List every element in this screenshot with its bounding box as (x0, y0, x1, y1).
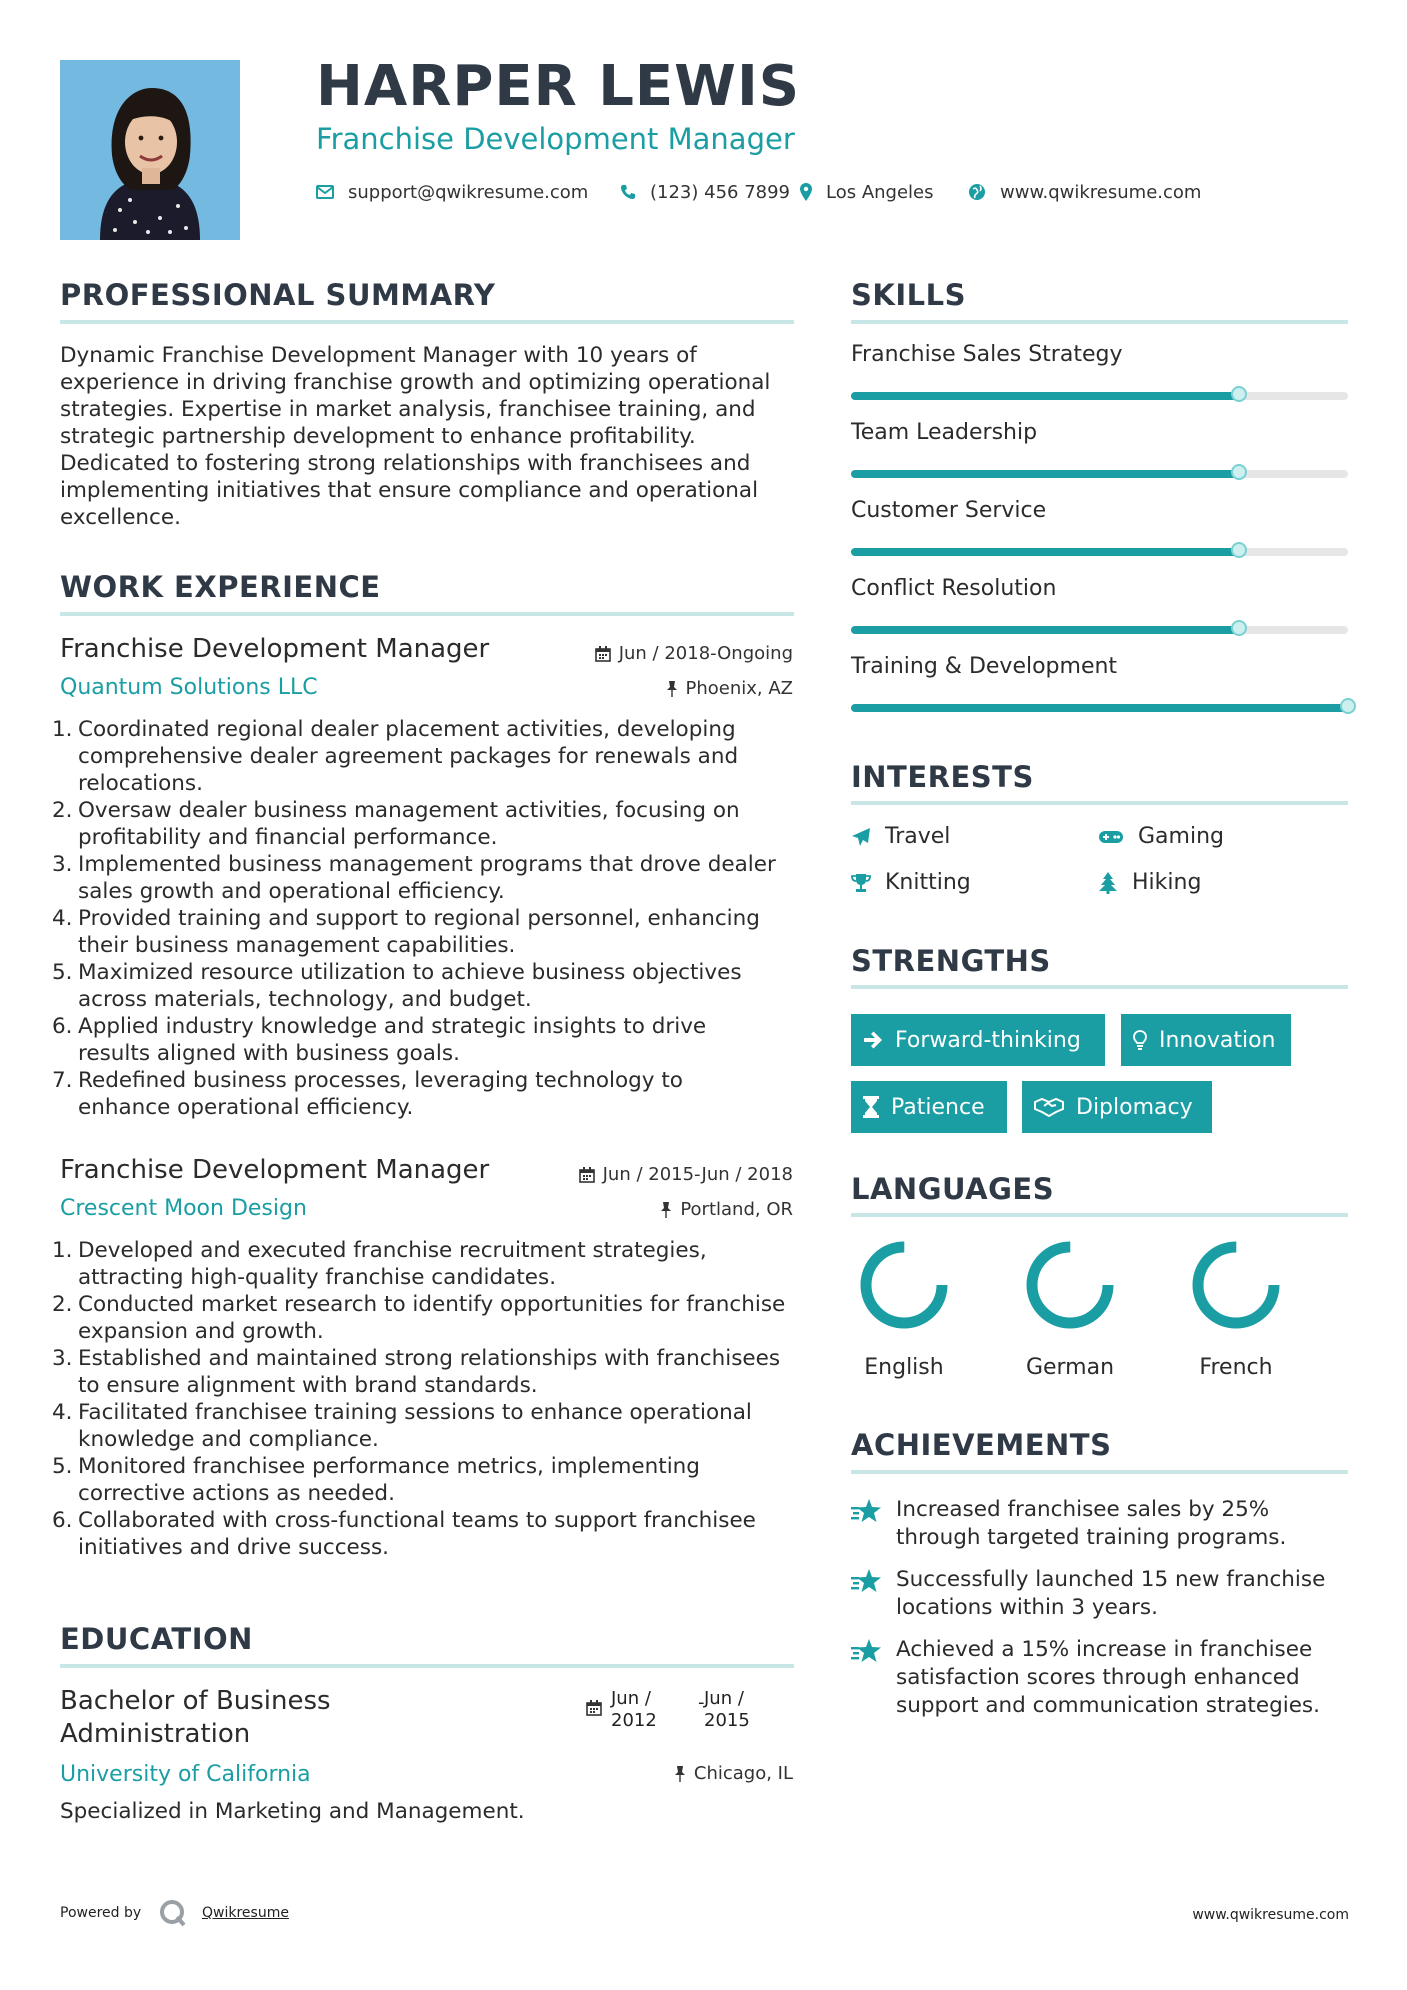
edu-location (674, 1763, 793, 1784)
summary-heading: PROFESSIONAL SUMMARY (60, 278, 496, 312)
skills-heading: SKILLS (851, 278, 966, 312)
strength-label: Patience (891, 1094, 985, 1120)
contact-location (800, 180, 934, 204)
edu-end-year: 2015 (704, 1710, 750, 1731)
job-location (666, 678, 794, 699)
star-award-icon (851, 1638, 883, 1664)
edu-date-separator: - (698, 1692, 705, 1713)
language-label: German (1025, 1355, 1115, 1380)
list-item: 7. Redefined business processes, leveraging technology to enhance operational efficiency. (52, 1068, 683, 1120)
star-award-icon (851, 1498, 883, 1524)
skill-level-knob (1340, 698, 1356, 714)
job-dates (595, 643, 793, 664)
strengths-divider (851, 985, 1348, 989)
powered-by-label: Powered by (60, 1905, 142, 1921)
skill-level-fill (851, 392, 1239, 400)
education-heading: EDUCATION (60, 1622, 253, 1656)
strength-label: Forward-thinking (895, 1027, 1081, 1053)
language-proficiency-ring (854, 1235, 954, 1335)
job-bullets (52, 1237, 790, 1561)
interest-hiking (1098, 870, 1201, 895)
trophy-icon (851, 873, 871, 893)
job-location-text: Portland, OR (680, 1199, 793, 1220)
interest-label: Travel (885, 824, 951, 849)
skill-label: Customer Service (851, 498, 1047, 523)
email-text: support@qwikresume.com (348, 181, 589, 203)
job-dates-text: Jun / 2015-Jun / 2018 (602, 1164, 793, 1185)
contact-email[interactable] (316, 180, 588, 204)
phone-icon (620, 184, 636, 200)
strength-forward-thinking (851, 1014, 1105, 1066)
skill-label: Franchise Sales Strategy (851, 342, 1123, 367)
lightbulb-icon (1133, 1030, 1147, 1050)
achievement-text: Achieved a 15% increase in franchisee satisfaction scores through enhanced support and communication strategies. (896, 1637, 1320, 1718)
job-location (660, 1199, 793, 1220)
list-item: 1. Coordinated regional dealer placement activities, developing comprehensive dealer agreement packages for renewals and relocations. (52, 717, 739, 796)
education-note: Specialized in Marketing and Management. (60, 1799, 525, 1824)
interest-label: Knitting (885, 870, 971, 895)
list-item: 2. Conducted market research to identify opportunities for franchise expansion and growth. (52, 1292, 786, 1344)
language-label: English (864, 1355, 944, 1380)
language-proficiency-ring (1020, 1235, 1120, 1335)
list-item: 5. Monitored franchisee performance metrics, implementing corrective actions as needed. (52, 1454, 700, 1506)
map-marker-icon (800, 183, 812, 201)
candidate-title: Franchise Development Manager (316, 122, 795, 156)
language-label: French (1199, 1355, 1273, 1380)
edu-location-text: Chicago, IL (693, 1763, 793, 1784)
experience-heading: WORK EXPERIENCE (60, 570, 381, 604)
skill-level-bar (851, 470, 1348, 478)
plane-icon (851, 827, 871, 847)
degree-line-2: Administration (60, 1719, 251, 1749)
interest-travel (851, 824, 950, 849)
envelope-icon (316, 185, 334, 199)
skill-label: Conflict Resolution (851, 576, 1057, 601)
achievement-text: Successfully launched 15 new franchise locations within 3 years. (896, 1567, 1326, 1620)
profile-photo (60, 60, 240, 240)
achievements-divider (851, 1470, 1348, 1474)
list-item: 6. Applied industry knowledge and strategic insights to drive results aligned with business goals. (52, 1014, 707, 1066)
job-title: Franchise Development Manager (60, 634, 490, 664)
languages-heading: LANGUAGES (851, 1172, 1055, 1206)
globe-icon (968, 183, 986, 201)
list-item: 3. Implemented business management programs that drove dealer sales growth and operational efficiency. (52, 852, 776, 904)
education-divider (60, 1664, 794, 1668)
edu-start-month: Jun / (611, 1688, 651, 1709)
tree-icon (1098, 872, 1118, 894)
skill-level-bar (851, 626, 1348, 634)
footer-website[interactable]: www.qwikresume.com (1192, 1907, 1349, 1923)
location-text: Los Angeles (826, 181, 934, 203)
strength-label: Diplomacy (1076, 1094, 1193, 1120)
edu-end-month: Jun / (704, 1688, 744, 1709)
contact-website[interactable] (968, 180, 1201, 204)
job-title: Franchise Development Manager (60, 1155, 490, 1185)
skill-level-fill (851, 704, 1348, 712)
job-dates-text: Jun / 2018-Ongoing (618, 643, 793, 664)
strengths-heading: STRENGTHS (851, 944, 1051, 978)
achievement-text: Increased franchisee sales by 25% through targeted training programs. (896, 1497, 1287, 1550)
strength-innovation (1121, 1014, 1291, 1066)
school-name: University of California (60, 1762, 311, 1787)
list-item: 5. Maximized resource utilization to achieve business objectives across materials, technology, and budget. (52, 960, 742, 1012)
experience-divider (60, 612, 794, 616)
language-proficiency-arc (1198, 1247, 1274, 1323)
skill-level-bar (851, 392, 1348, 400)
summary-divider (60, 320, 794, 324)
pushpin-icon (674, 1766, 686, 1782)
qwikresume-logo-icon (158, 1898, 188, 1932)
strength-diplomacy (1022, 1081, 1212, 1133)
list-item: 1. Developed and executed franchise recruitment strategies, attracting high-quality franchise candidates. (52, 1238, 707, 1290)
skill-level-knob (1231, 386, 1247, 402)
language-proficiency-arc (1032, 1247, 1108, 1323)
interest-label: Hiking (1132, 870, 1202, 895)
candidate-name: HARPER LEWIS (316, 54, 801, 119)
language-proficiency-arc (866, 1247, 942, 1323)
phone-text: (123) 456 7899 (650, 181, 791, 203)
strength-label: Innovation (1159, 1027, 1276, 1053)
handshake-icon (1034, 1097, 1064, 1117)
list-item: 2. Oversaw dealer business management activities, focusing on profitability and financial performance. (52, 798, 740, 850)
skill-level-fill (851, 548, 1239, 556)
language-proficiency-ring (1186, 1235, 1286, 1335)
pushpin-icon (666, 681, 678, 697)
list-item: 4. Provided training and support to regional personnel, enhancing their business management capabilities. (52, 906, 760, 958)
list-item: 4. Facilitated franchisee training sessions to enhance operational knowledge and compliance. (52, 1400, 752, 1452)
skill-level-fill (851, 470, 1239, 478)
job-bullets (52, 716, 780, 1121)
interest-gaming (1098, 824, 1224, 849)
list-item: 6. Collaborated with cross-functional teams to support franchisee initiatives and drive success. (52, 1508, 756, 1560)
interests-divider (851, 801, 1348, 805)
skill-level-fill (851, 626, 1239, 634)
skill-level-bar (851, 704, 1348, 712)
strength-patience (851, 1081, 1007, 1133)
calendar-icon (586, 1700, 602, 1720)
degree-line-1: Bachelor of Business (60, 1686, 331, 1716)
achievements-heading: ACHIEVEMENTS (851, 1428, 1112, 1462)
skill-level-knob (1231, 620, 1247, 636)
arrow-right-icon (863, 1031, 883, 1049)
languages-divider (851, 1213, 1348, 1217)
skill-label: Team Leadership (851, 420, 1038, 445)
website-text: www.qwikresume.com (1000, 181, 1202, 203)
calendar-icon (579, 1167, 595, 1183)
contact-phone[interactable] (620, 180, 790, 204)
interests-heading: INTERESTS (851, 760, 1034, 794)
star-award-icon (851, 1568, 883, 1594)
skill-level-knob (1231, 542, 1247, 558)
job-location-text: Phoenix, AZ (685, 678, 793, 699)
company-name: Quantum Solutions LLC (60, 675, 318, 700)
company-name: Crescent Moon Design (60, 1196, 307, 1221)
skill-level-knob (1231, 464, 1247, 480)
skills-divider (851, 320, 1348, 324)
skill-level-bar (851, 548, 1348, 556)
gamepad-icon (1098, 829, 1124, 845)
summary-text: Dynamic Franchise Development Manager with 10 years of experience in driving franchise growth and optimizing operational strategies. Expertise in market analysis, franchisee training, and strategic partnership development to enhance profitability. Dedicated to fostering strong relationships with franchisees and implementing initiatives that ensure compliance and operational excellence. (60, 343, 771, 530)
hourglass-icon (863, 1096, 879, 1118)
skill-label: Training & Development (851, 654, 1118, 679)
pushpin-icon (660, 1202, 672, 1218)
interest-label: Gaming (1138, 824, 1224, 849)
interest-knitting (851, 870, 971, 895)
job-dates (579, 1164, 793, 1185)
qwikresume-link[interactable]: Qwikresume (202, 1905, 289, 1921)
edu-start-year: 2012 (611, 1710, 657, 1731)
list-item: 3. Established and maintained strong relationships with franchisees to ensure alignment with brand standards. (52, 1346, 781, 1398)
calendar-icon (595, 646, 611, 662)
